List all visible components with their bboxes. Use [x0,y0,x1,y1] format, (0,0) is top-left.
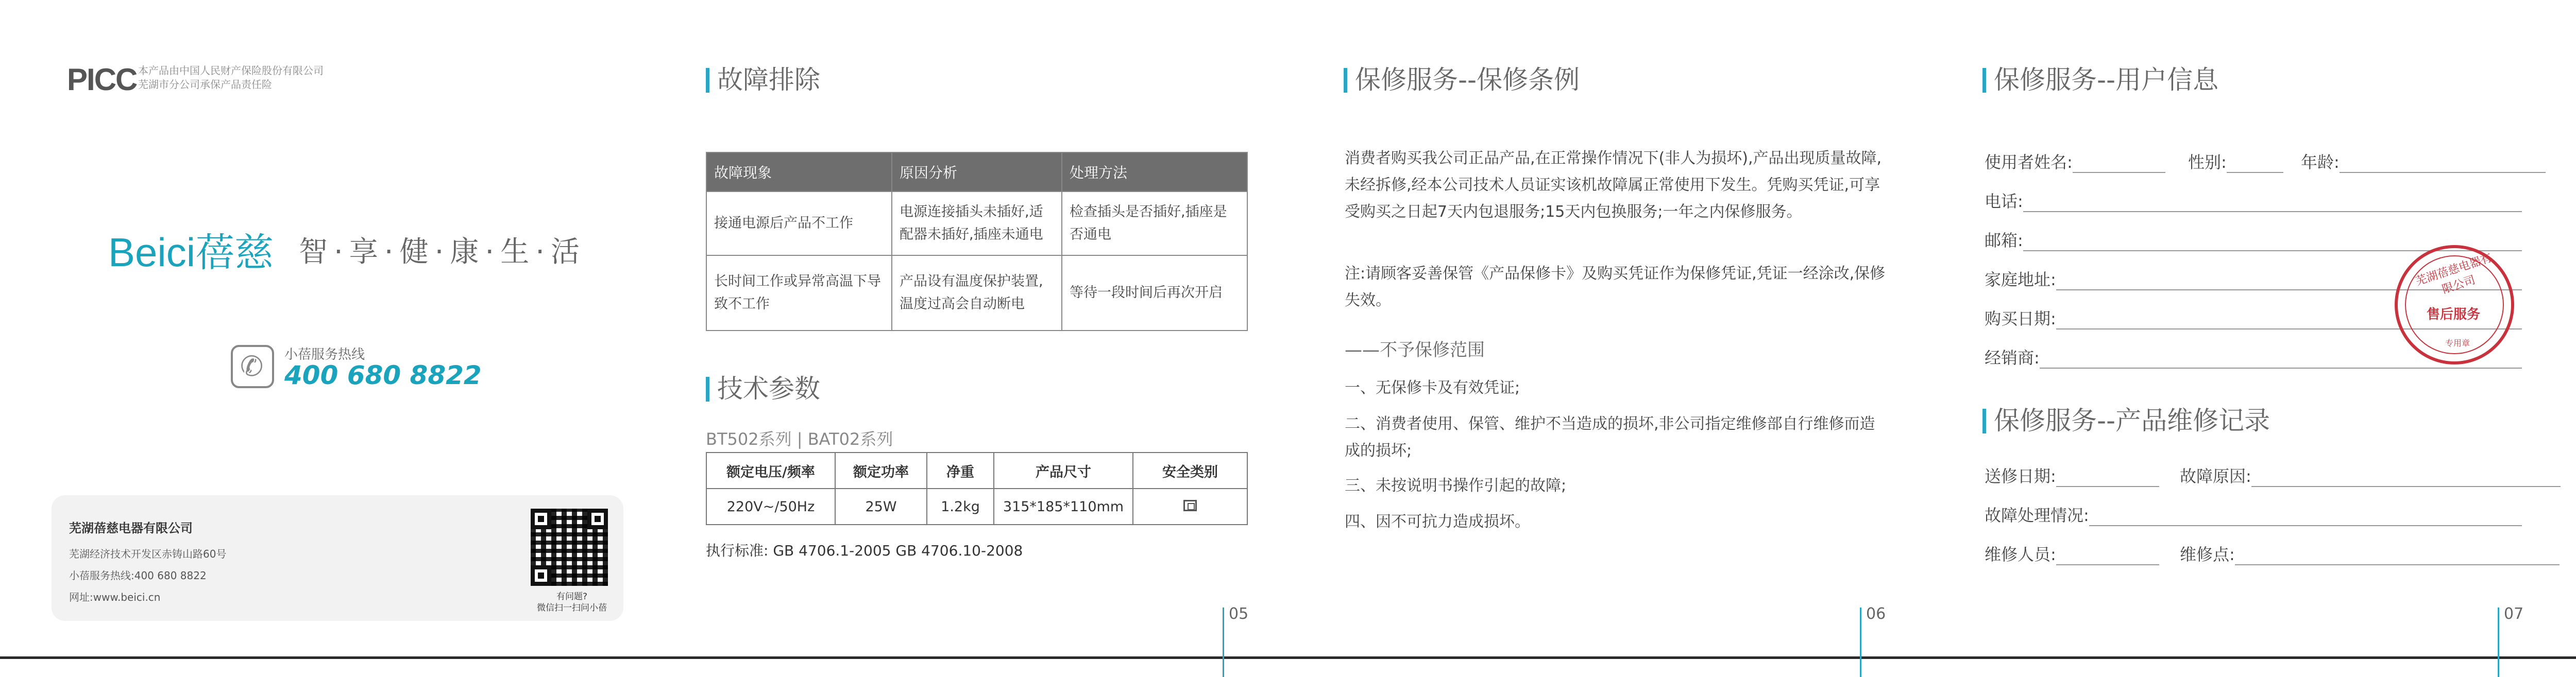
warranty-paragraph: 消费者购买我公司正品产品,在正常操作情况下(非人为损坏),产品出现质量故障,未经拆修,经本公司技术人员证实该机故障属正常使用下发生。凭购买凭证,可享受购买之日起7天内包退服务;15天内包换服务;一年之内保修服务。 [1345,149,1882,221]
fault-table-header: 故障现象 原因分析 处理方法 [706,152,1247,192]
page-number: 06 [1866,605,1886,623]
table-row: 220V~/50Hz 25W 1.2kg 315*185*110mm [706,489,1247,525]
send-date-field[interactable] [2056,470,2159,487]
form-row-email: 邮箱: [1985,228,2522,251]
form-row-dealer: 经销商: [1985,345,2522,369]
form-row-address: 家庭地址: [1985,267,2522,290]
form-row-name: 使用者姓名: 性别: 年龄: [1985,149,2546,173]
hotline-label: 小蓓服务热线 [284,347,365,362]
after-sales-stamp: 芜湖蓓慈电器有限公司 售后服务 专用章 [2395,245,2514,364]
spec-table [706,452,1248,525]
name-field[interactable] [2073,155,2165,173]
user-info-title: 保修服务--用户信息 [1982,67,2218,93]
warranty-note: 注:请顾客妥善保管《产品保修卡》及购买凭证作为保修凭证,凭证一经涂改,保修失效。 [1345,265,1886,309]
spec-title: 技术参数 [706,376,820,402]
company-info-box [52,495,623,621]
spec-series: BT502系列 | BAT02系列 [706,429,893,449]
class-ii-safety-icon [1183,500,1197,511]
company-website: 网址:www.beici.cn [69,591,161,603]
brand-slogan: 智·享·健·康·生·活 [299,235,586,269]
form-row-handling: 故障处理情况: [1985,502,2522,526]
age-field[interactable] [2340,155,2546,173]
fault-table [706,152,1248,331]
fold-marker [1223,607,1224,677]
warranty-terms-title: 保修服务--保修条例 [1344,67,1580,93]
no-warranty-title: ——不予保修范围 [1345,340,1485,360]
repair-point-field[interactable] [2235,548,2560,565]
exclusion-item: 三、未按说明书操作引起的故障; [1345,477,1567,495]
company-name: 芜湖蓓慈电器有限公司 [69,521,193,535]
handling-field[interactable] [2089,509,2522,526]
form-row-phone: 电话: [1985,188,2522,212]
table-row: 接通电源后产品不工作 电源连接插头未插好,适配器未插好,插座未通电 检查插头是否插好,插座是否通电 [706,192,1247,255]
table-row: 长时间工作或异常高温下导致不工作 产品设有温度保护装置,温度过高会自动断电 等待一段时间后再次开启 [706,255,1247,331]
fault-reason-field[interactable] [2251,470,2561,487]
spec-table-header: 额定电压/频率 额定功率 净重 产品尺寸 安全类别 [706,453,1247,489]
page-number: 05 [1229,605,1249,623]
company-address: 芜湖经济技术开发区赤铸山路60号 [69,548,227,560]
page-number: 07 [2504,605,2524,623]
spec-standard: 执行标准: GB 4706.1-2005 GB 4706.10-2008 [706,542,1023,559]
form-row-repairer: 维修人员: 维修点: [1985,542,2560,565]
exclusion-item: 一、无保修卡及有效凭证; [1345,379,1520,397]
qr-caption: 有问题? 微信扫一扫问小蓓 [537,592,607,613]
picc-insurance-text: 本产品由中国人民财产保险股份有限公司 芜湖市分公司承保产品责任险 [138,64,324,91]
repair-record-title: 保修服务--产品维修记录 [1982,408,2270,433]
form-row-purchase: 购买日期: [1985,306,2522,329]
fold-marker [2498,607,2499,677]
phone-icon [231,345,274,388]
exclusion-item: 四、因不可抗力造成损坏。 [1345,513,1530,531]
qr-code-icon [531,509,608,586]
fold-marker [1860,607,1861,677]
repairer-field[interactable] [2056,548,2159,565]
form-row-repair: 送修日期: 故障原因: [1985,463,2561,487]
phone-field[interactable] [2023,195,2522,212]
company-hotline: 小蓓服务热线:400 680 8822 [69,569,207,582]
picc-logo: PICC [67,62,137,97]
exclusion-item: 二、消费者使用、保管、维护不当造成的损坏,非公司指定维修部自行维修而造成的损坏; [1345,415,1875,460]
hotline-number: 400 680 8822 [284,360,482,390]
gender-field[interactable] [2227,155,2283,173]
brand-logo: Beici蓓慈 [108,230,274,275]
troubleshoot-title: 故障排除 [706,67,820,93]
